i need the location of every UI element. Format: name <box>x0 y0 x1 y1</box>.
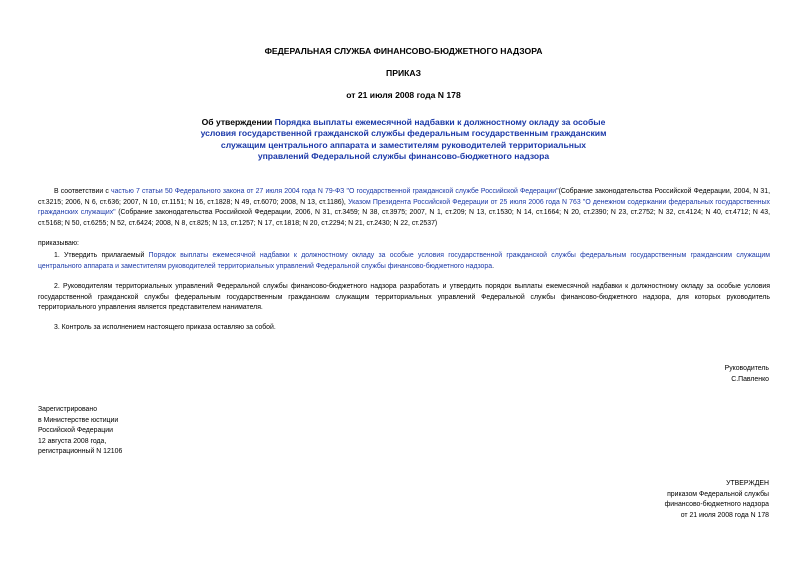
presidential-decree-link[interactable]: Указом Президента Российской Федерации от 25 июля 2006 года N 763 "О денежном содержании федеральных государственных гражданских служащих" <box>38 198 771 217</box>
preamble-paragraph <box>38 187 770 229</box>
title-link[interactable]: Порядка выплаты ежемесячной надбавки к должностному окладу за особые условия государственной гражданской службы федеральным государственным гражданским служащим центрального аппарата и заместителям руководителей территориальных управлений Федеральной службы финансово-бюджетного надзора <box>200 117 607 162</box>
doc-type-heading: ПРИКАЗ <box>386 68 421 78</box>
item-1 <box>38 251 770 272</box>
order-date-number: от 21 июля 2008 года N 178 <box>346 90 461 100</box>
signature-block <box>725 364 769 385</box>
preamble-text-2: (Собрание законодательства Российской Федерации, 2004, N 31, ст.3215; 2006, N 6, ст.636; 2007, N 10, ст.1151; N 16, ст.1828; N 49, ст.6070; 2008, N 13, ст.1186), <box>38 188 770 206</box>
approval-line-4: от 21 июля 2008 года N 178 <box>680 511 769 519</box>
registration-line-4: 12 августа 2008 года, <box>38 437 107 445</box>
federal-law-link[interactable]: частью 7 статьи 50 Федерального закона от 27 июля 2004 года N 79-ФЗ "О государственной гражданской службе Российской Федерации" <box>111 188 559 195</box>
item-2-text: 2. Руководителям территориальных управлений Федеральной службы финансово-бюджетного надзора разработать и утвердить порядок выплаты ежемесячной надбавки к должностному окладу за особые условия государственной гражданской службы федеральным государственным гражданским служащим территориальных управлений Федеральной службы финансово-бюджетного надзора, для которых руководитель территориального управления является представителем нанимателя. <box>38 283 770 312</box>
registration-line-5: регистрационный N 12106 <box>38 448 123 456</box>
signature-role: Руководитель <box>724 365 769 372</box>
registration-line-1: Зарегистрировано <box>38 406 98 413</box>
order-word: приказываю: <box>38 240 79 247</box>
item-3-text: 3. Контроль за исполнением настоящего приказа оставляю за собой. <box>54 324 276 331</box>
document-title <box>200 117 607 163</box>
item-1-prefix: 1. Утвердить прилагаемый <box>54 252 149 259</box>
title-prefix: Об утверждении <box>201 117 275 127</box>
procedure-link[interactable]: Порядок выплаты ежемесячной надбавки к должностному окладу за особые условия государственной гражданской службы федеральным государственным гражданским служащим центрального аппарата и заместителям руководителей территориальных управлений Федеральной службы финансово-бюджетного надзора <box>38 252 771 270</box>
approval-line-3: финансово-бюджетного надзора <box>664 501 769 509</box>
preamble-text-3: (Собрание законодательства Российской Федерации, 2006, N 31, ст.3459; N 38, ст.3975; 2007, N 1, ст.209; N 13, ст.1530; N 14, ст.1664; N 20, ст.2390; N 23, ст.2752; N 32, ст.4124; N 40, ст.4712; N 43, ст.5168; N 50, ст.6255; N 52, ст.6424; 2008, N 8, ст.825; N 13, ст.1257; N 17, ст.1818; N 20, ст.2294; N 21, ст.2430; N 22, ст.2537) <box>38 209 770 227</box>
item-2 <box>38 282 770 314</box>
item-3 <box>38 323 770 334</box>
registration-line-3: Российской Федерации <box>38 427 113 435</box>
preamble-text-1: В соответствии с <box>54 188 111 195</box>
agency-heading: ФЕДЕРАЛЬНАЯ СЛУЖБА ФИНАНСОВО-БЮДЖЕТНОГО НАДЗОРА <box>264 46 543 56</box>
approval-line-1: УТВЕРЖДЕН <box>726 480 769 487</box>
item-1-suffix: . <box>492 262 494 270</box>
approval-line-2: приказом Федеральной службы <box>667 490 769 498</box>
registration-block <box>38 405 122 458</box>
approval-block <box>665 479 769 521</box>
signature-name: С.Павленко <box>731 375 769 383</box>
registration-line-2: в Министерстве юстиции <box>38 416 119 424</box>
